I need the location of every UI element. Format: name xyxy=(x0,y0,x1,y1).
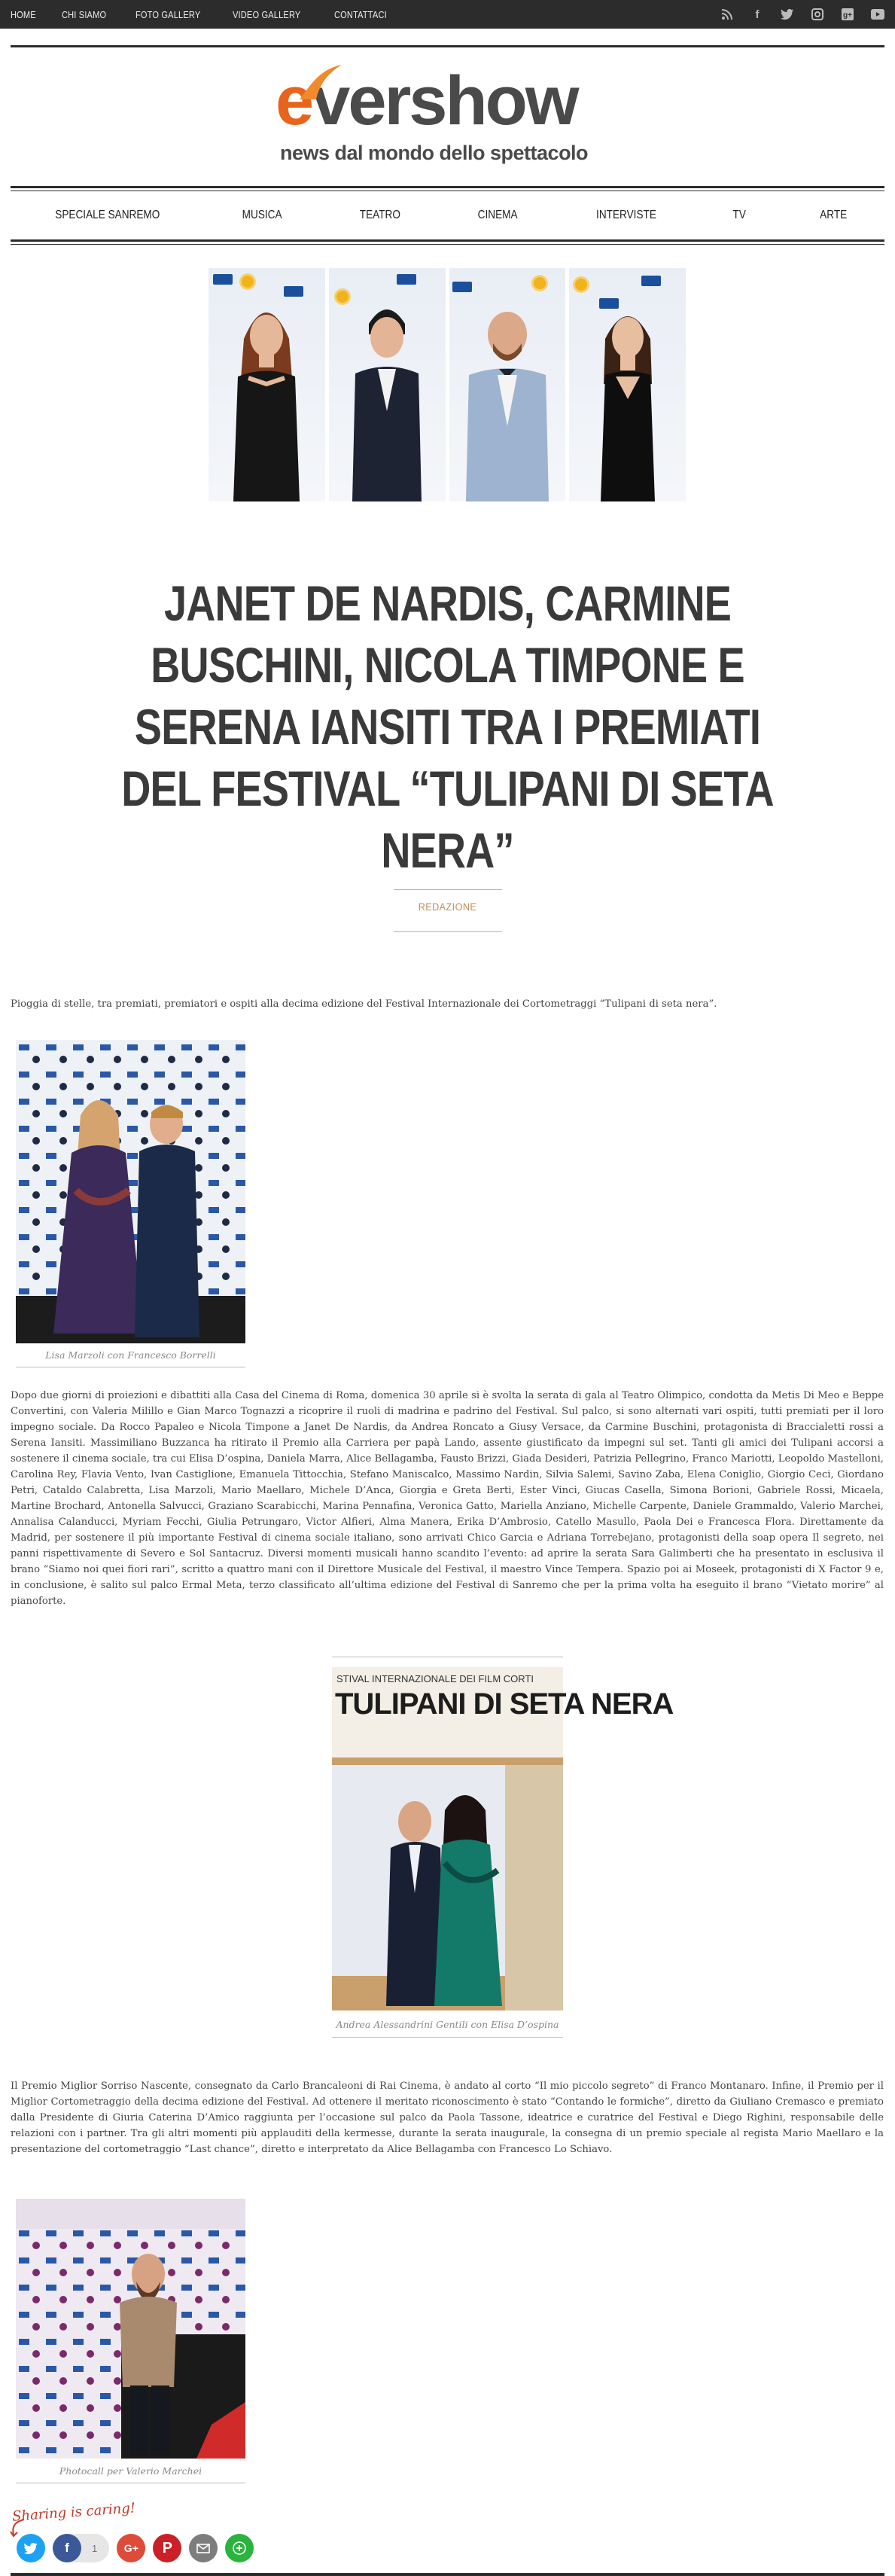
article-body-1: Dopo due giorni di proiezioni e dibattiti alla Casa del Cinema di Roma, domenica 30 aprile si è svolta la serata di gala al Teatro Olimpico, condotta da Metis Di Meo e Beppe Convertini, con Valeria Milillo e Gian Marco Tognazzi a ricoprire il ruoli di madrina e padrino del Festival. Sul palco, si sono alternati vari ospiti, tutti premiati per il loro impegno sociale. Da Rocco Papaleo e Nicola Timpone a Janet De Nardis, da Andrea Roncato a Giusy Versace, da Carmine Buschini, protagonista di Braccialetti rossi a Serena Iansiti. Massimiliano Buzzanca ha ritirato il Premio alla Carriera per papà Lando, assente giustificato da impegni sul set. Tanti gli amici dei Tulipani accorsi a sostenere il cinema sociale, tra cui Elisa D’ospina, Daniela Marra, Alice Bellagamba, Fausto Brizzi, Giada Desideri, Patrizia Pellegrino, Franco Mariotti, Leopoldo Mastelloni, Carolina Rey, Flavia Vento, Ivan Castiglione, Emanuela Tittocchia, Stefano Maniscalco, Massimo Nardin, Silvia Salemi, Savino Zaba, Elena Coniglio, Giorgio Ceci, Giordano Petri, Cataldo Calabretta, Lisa Marzoli, Mario Maellaro, Michele D’Anca, Giorgia e Greta Berti, Ester Vinci, Giucas Casella, Simona Borioni, Gabriele Rossi, Micaela, Martine Brochard, Antonella Salvucci, Graziano Scarabicchi, Marina Pennafina, Veronica Gatto, Mariella Anziano, Michelle Carpente, Daniele Grammaldo, Valerio Marchei, Annalisa Calanducci, Myriam Fecchi, Giulia Petrungaro, Victor Alfieri, Alma Manera, Erika D’Ambrosio, Catello Masullo, Paola Dei e Francesca Flora. Direttamente da Madrid, per sostenere il più importante Festival di cinema sociale italiano, sono arrivati Chico Garcia e Adriana Torrebejano, protagonisti della soap opera Il segreto, nei panni rispettivamente di Severo e Sol Santacruz. Diversi momenti musicali hanno scandito l’evento: ad aprire la serata Sara Galimberti che ha presentato in esclusiva il brano “Siamo noi quei fiori rari”, scritto a quattro mani con il Direttore Musicale del Festival, il maestro Vince Tempera. Spazio poi ai Moseek, protagonisti di X Factor 9 e, in conclusione, è salito sul palco Ermal Meta, terzo classificato all’ultima edizione del Festival di Sanremo che per la prima volta ha eseguito il brano “Vietato morire” al pianoforte. xyxy=(11,1390,884,1607)
featured-image-collage xyxy=(209,268,686,501)
cat-musica[interactable]: MUSICA xyxy=(242,209,282,221)
nav-chi-siamo[interactable]: CHI SIAMO xyxy=(61,8,107,20)
top-bar xyxy=(0,0,895,29)
article-body-2: Il Premio Miglior Sorriso Nascente, consegnato da Carlo Brancaleoni di Rai Cinema, è andato al corto “Il mio piccolo segreto” di Franco Montanaro. Infine, il Premio per il Miglior Cortometraggio della decima edizione del Festival. Ad ottenere il meritato riconoscimento è stato “Contando le formiche”, diretto da Giuliano Cremasco e premiato dalla Presidente di Giuria Caterina D’Amico raggiunta per l’occasione sul palco da Paola Tassone, ideatrice e curatrice del Festival e Diego Righini, responsabile delle relazioni con i partner. Tra gli altri momenti più applauditi della kermesse, durante la serata inaugurale, la consegna di un premio speciale al regista Mario Maellaro e la presentazione del cortometraggio “Last chance”, diretto e interpretato da Alice Bellagamba con Francesco Lo Schiavo. xyxy=(11,2081,884,2155)
article-photo-1 xyxy=(16,1040,245,1343)
share-buttons xyxy=(17,2533,254,2563)
article-intro: Pioggia di stelle, tra premiati, premiatori e ospiti alla decima edizione del Festival Internazionale dei Cortometraggi “Tulipani di seta nera”. xyxy=(11,998,717,1010)
catnav-rule-top xyxy=(11,186,884,188)
instagram-icon[interactable] xyxy=(811,8,824,21)
collage-photo-2 xyxy=(329,268,446,501)
share-facebook-group[interactable] xyxy=(53,2534,109,2562)
youtube-icon[interactable] xyxy=(871,8,884,21)
cat-arte[interactable]: ARTE xyxy=(820,209,848,221)
site-logo[interactable] xyxy=(276,62,622,172)
photo-2-banner-line2: TULIPANI DI SETA NERA xyxy=(335,1687,674,1721)
share-more-button[interactable] xyxy=(225,2534,254,2562)
collage-photo-4 xyxy=(569,268,686,501)
collage-photo-3 xyxy=(449,268,566,501)
email-icon xyxy=(196,2544,210,2553)
photo-1-caption: Lisa Marzoli con Francesco Borrelli xyxy=(45,1349,216,1361)
author-rule-bottom xyxy=(394,931,502,932)
photo-2-banner-line1: STIVAL INTERNAZIONALE DEI FILM CORTI xyxy=(336,1673,534,1684)
article-photo-3 xyxy=(16,2199,245,2459)
cat-speciale-sanremo[interactable]: SPECIALE SANREMO xyxy=(54,209,160,221)
cat-tv[interactable]: TV xyxy=(732,209,747,221)
category-nav xyxy=(11,194,884,236)
more-icon xyxy=(232,2541,247,2556)
logo-swoosh-icon xyxy=(297,63,345,102)
twitter-icon[interactable] xyxy=(781,8,794,21)
header-rule-top xyxy=(11,45,884,47)
rss-icon[interactable] xyxy=(720,8,734,21)
photo-2-caption: Andrea Alessandrini Gentili con Elisa D’ospina xyxy=(336,2019,559,2030)
share-facebook-button[interactable] xyxy=(53,2534,81,2562)
sharing-label: Sharing is caring! xyxy=(11,2500,136,2525)
catnav-rule-bottom-thin xyxy=(11,244,884,245)
facebook-share-count: 1 xyxy=(92,2542,98,2554)
facebook-icon[interactable]: f xyxy=(755,8,760,21)
photo-3-caption: Photocall per Valerio Marchei xyxy=(59,2465,202,2477)
svg-text:g+: g+ xyxy=(843,11,852,20)
nav-contattaci[interactable]: CONTATTACI xyxy=(333,8,387,20)
footer-rule xyxy=(11,2573,884,2576)
logo-tagline: news dal mondo dello spettacolo xyxy=(280,142,589,164)
social-links xyxy=(720,0,884,29)
nav-home[interactable]: HOME xyxy=(11,8,36,20)
logo-wordmark: evershow xyxy=(276,62,577,139)
article-title: JANET DE NARDIS, CARMINE BUSCHINI, NICOLA TIMPONE E SERENA IANSITI TRA I PREMIATI DEL FESTIVAL “TULIPANI DI SETA NERA” xyxy=(121,575,774,878)
share-pinterest-button[interactable] xyxy=(153,2534,181,2562)
photo-2-caption-rule xyxy=(332,2037,563,2038)
top-nav xyxy=(11,0,396,29)
twitter-icon xyxy=(23,2542,38,2555)
share-twitter-button[interactable] xyxy=(17,2534,45,2562)
facebook-icon: f xyxy=(65,2541,69,2555)
cat-interviste[interactable]: INTERVISTE xyxy=(596,209,657,221)
article-author[interactable]: REDAZIONE xyxy=(418,901,477,913)
cat-teatro[interactable]: TEATRO xyxy=(359,209,400,221)
catnav-rule-bottom xyxy=(11,239,884,242)
google-plus-icon: G+ xyxy=(123,2542,139,2554)
nav-foto-gallery[interactable]: FOTO GALLERY xyxy=(135,8,200,20)
nav-video-gallery[interactable]: VIDEO GALLERY xyxy=(233,8,301,20)
collage-photo-1 xyxy=(209,268,325,501)
pinterest-icon: P xyxy=(162,2539,172,2556)
author-rule-top xyxy=(394,889,502,890)
cat-cinema[interactable]: CINEMA xyxy=(477,209,518,221)
google-plus-icon[interactable] xyxy=(841,8,854,21)
share-google-plus-button[interactable] xyxy=(117,2534,145,2562)
share-email-button[interactable] xyxy=(189,2534,218,2562)
article-photo-2 xyxy=(332,1667,674,2010)
